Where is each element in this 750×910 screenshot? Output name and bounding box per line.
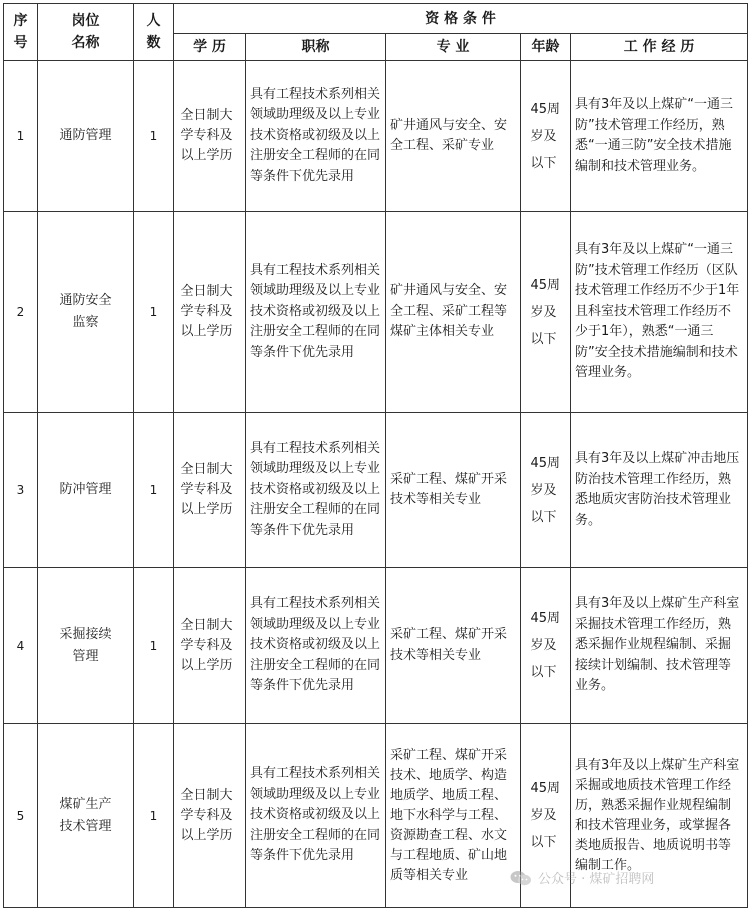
cell-education: 全日制大学专科及以上学历 bbox=[174, 61, 246, 212]
header-title: 职称 bbox=[246, 34, 386, 61]
header-count: 人数 bbox=[134, 4, 174, 61]
cell-title: 具有工程技术系列相关领域助理级及以上专业技术资格或初级及以上注册安全工程师的在同等条件下优先录用 bbox=[246, 568, 386, 724]
cell-count: 1 bbox=[134, 413, 174, 568]
header-experience: 工 作 经 历 bbox=[571, 34, 748, 61]
cell-position: 通防安全监察 bbox=[38, 212, 134, 413]
cell-position: 煤矿生产技术管理 bbox=[38, 724, 134, 908]
cell-count: 1 bbox=[134, 568, 174, 724]
cell-experience: 具有3年及以上煤矿“一通三防”技术管理工作经历（区队技术管理工作经历不少于1年且科室技术管理工作经历不少于1年），熟悉“一通三防”安全技术措施编制和技术管理业务。 bbox=[571, 212, 748, 413]
cell-education: 全日制大学专科及以上学历 bbox=[174, 413, 246, 568]
cell-position: 采掘接续管理 bbox=[38, 568, 134, 724]
cell-seq: 2 bbox=[4, 212, 38, 413]
cell-experience: 具有3年及以上煤矿冲击地压防治技术管理工作经历，熟悉地质灾害防治技术管理业务。 bbox=[571, 413, 748, 568]
cell-position: 防冲管理 bbox=[38, 413, 134, 568]
recruitment-table bbox=[3, 3, 748, 908]
cell-age: 45周岁及以下 bbox=[521, 724, 571, 908]
cell-education: 全日制大学专科及以上学历 bbox=[174, 568, 246, 724]
cell-count: 1 bbox=[134, 61, 174, 212]
cell-seq: 5 bbox=[4, 724, 38, 908]
cell-major: 采矿工程、煤矿开采技术等相关专业 bbox=[386, 413, 521, 568]
cell-count: 1 bbox=[134, 212, 174, 413]
cell-title: 具有工程技术系列相关领域助理级及以上专业技术资格或初级及以上注册安全工程师的在同等条件下优先录用 bbox=[246, 724, 386, 908]
cell-seq: 4 bbox=[4, 568, 38, 724]
cell-position: 通防管理 bbox=[38, 61, 134, 212]
table-row bbox=[4, 212, 748, 413]
cell-age: 45周岁及以下 bbox=[521, 212, 571, 413]
header-position: 岗位名称 bbox=[38, 4, 134, 61]
table-row bbox=[4, 413, 748, 568]
header-education: 学 历 bbox=[174, 34, 246, 61]
table-row bbox=[4, 61, 748, 212]
cell-title: 具有工程技术系列相关领域助理级及以上专业技术资格或初级及以上注册安全工程师的在同等条件下优先录用 bbox=[246, 212, 386, 413]
header-qualifications: 资 格 条 件 bbox=[174, 4, 748, 34]
cell-education: 全日制大学专科及以上学历 bbox=[174, 212, 246, 413]
cell-age: 45周岁及以下 bbox=[521, 413, 571, 568]
table-row bbox=[4, 568, 748, 724]
cell-major: 矿井通风与安全、安全工程、采矿工程等煤矿主体相关专业 bbox=[386, 212, 521, 413]
cell-seq: 3 bbox=[4, 413, 38, 568]
cell-major: 采矿工程、煤矿开采技术等相关专业 bbox=[386, 568, 521, 724]
cell-experience: 具有3年及以上煤矿生产科室采掘技术管理工作经历，熟悉采掘作业规程编制、采掘接续计划编制、技术管理等业务。 bbox=[571, 568, 748, 724]
cell-experience: 具有3年及以上煤矿“一通三防”技术管理工作经历，熟悉“一通三防”安全技术措施编制和技术管理业务。 bbox=[571, 61, 748, 212]
cell-seq: 1 bbox=[4, 61, 38, 212]
cell-education: 全日制大学专科及以上学历 bbox=[174, 724, 246, 908]
header-seq: 序号 bbox=[4, 4, 38, 61]
cell-title: 具有工程技术系列相关领域助理级及以上专业技术资格或初级及以上注册安全工程师的在同等条件下优先录用 bbox=[246, 61, 386, 212]
cell-title: 具有工程技术系列相关领域助理级及以上专业技术资格或初级及以上注册安全工程师的在同等条件下优先录用 bbox=[246, 413, 386, 568]
cell-age: 45周岁及以下 bbox=[521, 568, 571, 724]
cell-count: 1 bbox=[134, 724, 174, 908]
cell-major: 采矿工程、煤矿开采技术、地质学、构造地质学、地质工程、地下水科学与工程、资源勘查工程、水文与工程地质、矿山地质等相关专业 bbox=[386, 724, 521, 908]
watermark-text: 公众号 · 煤矿招聘网 bbox=[538, 872, 655, 887]
cell-major: 矿井通风与安全、安全工程、采矿专业 bbox=[386, 61, 521, 212]
cell-age: 45周岁及以下 bbox=[521, 61, 571, 212]
table-row bbox=[4, 724, 748, 908]
cell-experience: 具有3年及以上煤矿生产科室采掘或地质技术管理工作经历，熟悉采掘作业规程编制和技术管理业务，或掌握各类地质报告、地质说明书等编制工作。 bbox=[571, 724, 748, 908]
header-major: 专 业 bbox=[386, 34, 521, 61]
header-age: 年龄 bbox=[521, 34, 571, 61]
